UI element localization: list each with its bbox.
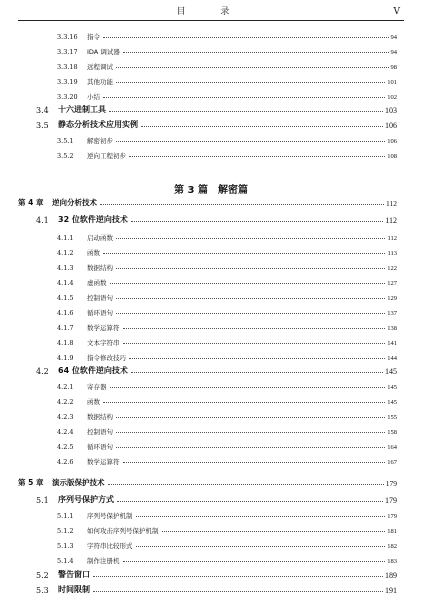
toc-subsection <box>57 507 397 520</box>
toc-subsection <box>57 552 397 565</box>
toc-page-number: 167 <box>387 459 397 466</box>
dot-leader <box>103 253 385 254</box>
toc-number: 5.1.4 <box>57 557 74 565</box>
toc-subsection <box>57 259 397 272</box>
toc-number: 3.3.16 <box>57 33 78 41</box>
dot-leader <box>116 313 385 314</box>
toc-title: 文本字符串 <box>87 339 120 347</box>
toc-title: 启动函数 <box>87 234 113 242</box>
toc-title: 其他功能 <box>87 78 113 86</box>
toc-subsection <box>57 393 397 406</box>
toc-number: 4.1.6 <box>57 309 74 317</box>
toc-title: 数据结构 <box>87 264 113 272</box>
toc-page-number: 94 <box>390 34 397 41</box>
toc-subsection <box>57 274 397 287</box>
toc-number: 4.1.3 <box>57 264 74 272</box>
toc-title: 控制语句 <box>87 428 113 436</box>
toc-section <box>36 212 397 225</box>
toc-title: 寄存器 <box>87 383 107 391</box>
toc-chapter <box>18 475 397 488</box>
toc-title: 控制语句 <box>87 294 113 302</box>
toc-subsection <box>57 423 397 436</box>
toc-number: 3.5.1 <box>57 137 74 145</box>
toc-page-number: 112 <box>386 199 397 208</box>
toc-subsection <box>57 244 397 257</box>
toc-chapter <box>18 195 397 208</box>
toc-number: 4.2.4 <box>57 428 74 436</box>
toc-page-number: 158 <box>387 429 397 436</box>
toc-title: 64 位软件逆向技术 <box>58 366 128 375</box>
toc-section <box>36 492 397 505</box>
toc-subsection <box>57 73 397 86</box>
toc-title: 远程调试 <box>87 63 113 71</box>
toc-number: 5.2 <box>36 571 49 580</box>
toc-title: 如何攻击序列号保护机制 <box>87 527 159 535</box>
toc-section <box>36 567 397 580</box>
toc-title: 静态分析技术应用实例 <box>58 120 138 129</box>
toc-number: 第 5 章 <box>18 478 44 487</box>
toc-page-number: 102 <box>387 94 397 101</box>
toc-number: 5.1.2 <box>57 527 74 535</box>
dot-leader <box>110 387 386 388</box>
dot-leader <box>116 82 385 83</box>
toc-title: 解密初步 <box>87 137 113 145</box>
toc-number: 3.3.18 <box>57 63 78 71</box>
toc-title: 逆向工程初步 <box>87 152 126 160</box>
toc-subsection <box>57 408 397 421</box>
part-heading: 第 3 篇 解密篇 <box>174 185 248 196</box>
toc-number: 4.1.2 <box>57 249 74 257</box>
toc-page-number: 183 <box>387 558 397 565</box>
toc-number: 4.1.5 <box>57 294 74 302</box>
toc-number: 5.3 <box>36 586 49 595</box>
toc-title: 小结 <box>87 93 100 101</box>
toc-title: 序列号保护方式 <box>58 495 114 504</box>
toc-number: 4.1.9 <box>57 354 74 362</box>
toc-title: 演示版保护技术 <box>52 478 105 487</box>
toc-page-number: 145 <box>387 399 397 406</box>
dot-leader <box>116 298 385 299</box>
toc-title: 数学运算符 <box>87 458 120 466</box>
dot-leader <box>93 591 383 592</box>
header-title: 目 录 <box>176 7 246 17</box>
toc-subsection <box>57 289 397 302</box>
toc-title: IDA 调试器 <box>87 48 120 56</box>
toc-title: 虚函数 <box>87 279 107 287</box>
toc-subsection <box>57 88 397 101</box>
toc-page-number: 189 <box>385 571 397 580</box>
toc-page-number: 155 <box>387 414 397 421</box>
toc-page-number: 108 <box>387 153 397 160</box>
dot-leader <box>123 343 386 344</box>
toc-section <box>36 117 397 130</box>
toc-page-number: 145 <box>385 367 397 376</box>
toc-number: 3.3.17 <box>57 48 78 56</box>
toc-number: 3.3.19 <box>57 78 78 86</box>
toc-subsection <box>57 132 397 145</box>
toc-page-number: 141 <box>387 340 397 347</box>
toc-number: 5.1.3 <box>57 542 74 550</box>
toc-title: 时间限制 <box>58 585 90 594</box>
dot-leader <box>129 156 385 157</box>
dot-leader <box>136 516 386 517</box>
toc-number: 4.2.1 <box>57 383 74 391</box>
dot-leader <box>116 141 385 142</box>
toc-number: 4.1.4 <box>57 279 74 287</box>
toc-page-number: 127 <box>387 280 397 287</box>
toc-page-number: 106 <box>387 138 397 145</box>
toc-title: 循环语句 <box>87 443 113 451</box>
dot-leader <box>103 37 389 38</box>
dot-leader <box>100 204 384 205</box>
toc-title: 逆向分析技术 <box>52 198 97 207</box>
toc-subsection <box>57 43 397 56</box>
toc-title: 十六进制工具 <box>58 105 106 114</box>
toc-page-number: 145 <box>387 384 397 391</box>
dot-leader <box>131 372 383 373</box>
toc-section <box>36 582 397 595</box>
toc-page-number: 138 <box>387 325 397 332</box>
dot-leader <box>109 111 383 112</box>
toc-title: 序列号保护机制 <box>87 512 133 520</box>
dot-leader <box>116 268 385 269</box>
toc-number: 4.2.6 <box>57 458 74 466</box>
toc-number: 4.2 <box>36 367 49 376</box>
dot-leader <box>123 328 386 329</box>
dot-leader <box>116 447 385 448</box>
dot-leader <box>110 283 386 284</box>
toc-title: 32 位软件逆向技术 <box>58 215 128 224</box>
toc-subsection <box>57 453 397 466</box>
toc-title: 字符串比较形式 <box>87 542 133 550</box>
toc-title: 指令修改技巧 <box>87 354 126 362</box>
toc-number: 4.2.3 <box>57 413 74 421</box>
page-header <box>18 5 404 19</box>
toc-subsection <box>57 58 397 71</box>
dot-leader <box>162 531 386 532</box>
header-rule <box>18 20 404 21</box>
dot-leader <box>136 546 386 547</box>
dot-leader <box>117 501 383 502</box>
toc-title: 警告窗口 <box>58 570 90 579</box>
toc-title: 数学运算符 <box>87 324 120 332</box>
dot-leader <box>123 462 386 463</box>
toc-page-number: 98 <box>390 64 397 71</box>
toc-number: 4.2.5 <box>57 443 74 451</box>
toc-page-number: 179 <box>387 513 397 520</box>
toc-subsection <box>57 334 397 347</box>
toc-subsection <box>57 147 397 160</box>
toc-number: 4.2.2 <box>57 398 74 406</box>
toc-page-number: 179 <box>385 479 397 488</box>
toc-number: 4.1 <box>36 216 49 225</box>
header-page-number: V <box>393 7 400 17</box>
toc-page-number: 112 <box>387 235 397 242</box>
toc-page-number: 144 <box>387 355 397 362</box>
toc-number: 4.1.8 <box>57 339 74 347</box>
toc-number: 5.1.1 <box>57 512 74 520</box>
dot-leader <box>116 417 385 418</box>
toc-page-number: 179 <box>385 496 397 505</box>
toc-subsection <box>57 349 397 362</box>
dot-leader <box>123 561 386 562</box>
dot-leader <box>93 576 383 577</box>
toc-subsection <box>57 438 397 451</box>
dot-leader <box>129 358 385 359</box>
toc-subsection <box>57 28 397 41</box>
toc-page-number: 94 <box>390 49 397 56</box>
toc-title: 指令 <box>87 33 100 41</box>
toc-page-number: 137 <box>387 310 397 317</box>
toc-page-number: 112 <box>385 216 397 225</box>
toc-section <box>36 363 397 376</box>
toc-title: 制作注册机 <box>87 557 120 565</box>
toc-subsection <box>57 378 397 391</box>
dot-leader <box>116 238 385 239</box>
toc-subsection <box>57 319 397 332</box>
dot-leader <box>103 97 385 98</box>
toc-page-number: 129 <box>387 295 397 302</box>
dot-leader <box>123 52 389 53</box>
toc-number: 4.1.7 <box>57 324 74 332</box>
toc-number: 3.3.20 <box>57 93 78 101</box>
toc-title: 函数 <box>87 249 100 257</box>
toc-page-number: 181 <box>387 528 397 535</box>
toc-subsection <box>57 304 397 317</box>
toc-subsection <box>57 537 397 550</box>
toc-subsection <box>57 522 397 535</box>
toc-page-number: 191 <box>385 586 397 595</box>
toc-page-number: 113 <box>387 250 397 257</box>
toc-subsection <box>57 229 397 242</box>
dot-leader <box>116 67 389 68</box>
dot-leader <box>116 432 385 433</box>
dot-leader <box>141 126 383 127</box>
toc-number: 4.1.1 <box>57 234 74 242</box>
toc-page-number: 101 <box>387 79 397 86</box>
dot-leader <box>108 484 384 485</box>
toc-number: 3.4 <box>36 106 49 115</box>
toc-section <box>36 102 397 115</box>
toc-title: 循环语句 <box>87 309 113 317</box>
toc-page-number: 164 <box>387 444 397 451</box>
toc-number: 3.5 <box>36 121 49 130</box>
toc-number: 3.5.2 <box>57 152 74 160</box>
toc-page-number: 103 <box>385 106 397 115</box>
toc-number: 第 4 章 <box>18 198 44 207</box>
toc-title: 数据结构 <box>87 413 113 421</box>
toc-page-number: 122 <box>387 265 397 272</box>
dot-leader <box>103 402 385 403</box>
toc-number: 5.1 <box>36 496 49 505</box>
dot-leader <box>131 221 383 222</box>
toc-page-number: 182 <box>387 543 397 550</box>
toc-page-number: 106 <box>385 121 397 130</box>
toc-title: 函数 <box>87 398 100 406</box>
